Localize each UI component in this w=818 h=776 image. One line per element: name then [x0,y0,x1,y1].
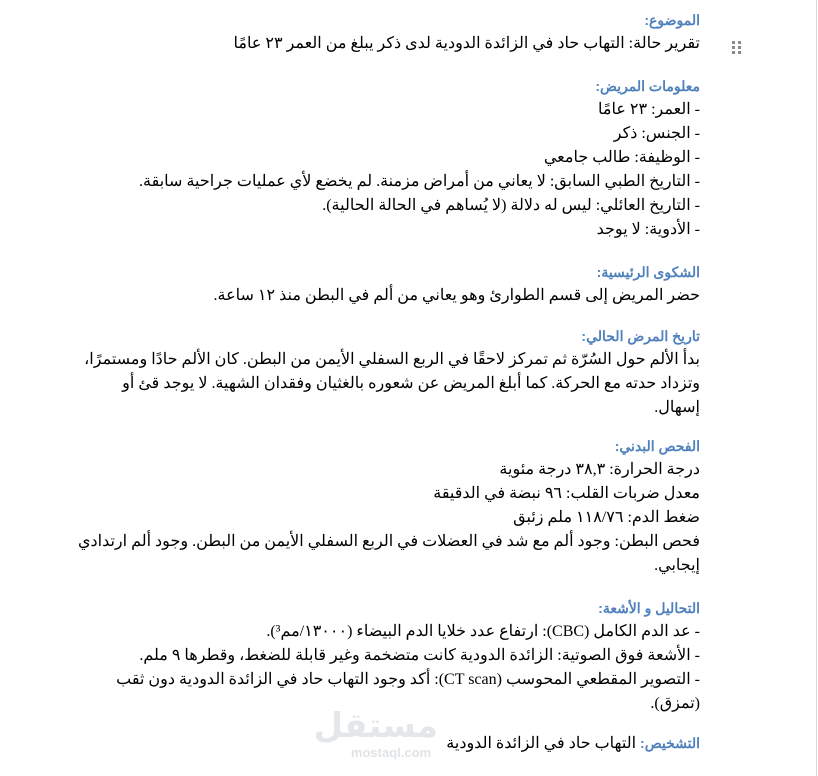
chief-complaint-heading: الشكوى الرئيسية: [596,264,700,280]
patient-info-medical-history: - التاريخ الطبي السابق: لا يعاني من أمراض مزمنة. لم يخضع لأي عمليات جراحية سابقة. [139,173,700,190]
physical-exam-blood-pressure: ضغط الدم: ١١٨/٧٦ ملم زئبق [513,509,700,526]
drag-handle-icon[interactable] [732,41,742,53]
labs-ultrasound: - الأشعة فوق الصوتية: الزائدة الدودية كانت متضخمة وغير قابلة للضغط، وقطرها ٩ ملم. [139,647,700,664]
history-heading: تاريخ المرض الحالي: [581,328,700,344]
patient-info-heading: معلومات المريض: [595,78,700,94]
subject-text: تقرير حالة: التهاب حاد في الزائدة الدودية لدى ذكر يبلغ من العمر ٢٣ عامًا [233,35,700,52]
history-line-1: بدأ الألم حول السُرّة ثم تمركز لاحقًا في الربع السفلي الأيمن من البطن. كان الألم حادًا ومستمرًا، [84,351,700,368]
subject-heading: الموضوع: [644,12,700,28]
watermark-brand: مستقل [313,706,438,746]
document-body [77,0,700,776]
page-margin-line [816,0,817,776]
physical-exam-abdomen-cont: إيجابي. [654,557,700,574]
patient-info-age: - العمر: ٢٣ عامًا [598,101,700,118]
watermark-domain: mostaql.com [350,745,432,760]
physical-exam-temperature: درجة الحرارة: ٣٨,٣ درجة مئوية [499,461,700,478]
physical-exam-abdomen: فحص البطن: وجود ألم مع شد في العضلات في الربع السفلي الأيمن من البطن. وجود ألم ارتدادي [77,533,700,550]
patient-info-family-history: - التاريخ العائلي: ليس له دلالة (لا يُساهم في الحالة الحالية). [322,197,700,214]
physical-exam-heart-rate: معدل ضربات القلب: ٩٦ نبضة في الدقيقة [433,485,700,502]
labs-cbc: - عد الدم الكامل (CBC): ارتفاع عدد خلايا الدم البيضاء (١٣٠٠٠/مم³). [266,623,700,640]
history-line-3: إسهال. [654,399,700,416]
chief-complaint-text: حضر المريض إلى قسم الطوارئ وهو يعاني من ألم في البطن منذ ١٢ ساعة. [213,287,700,304]
patient-info-sex: - الجنس: ذكر [613,125,700,142]
physical-exam-heading: الفحص البدني: [614,438,700,454]
history-line-2: وتزداد حدته مع الحركة. كما أبلغ المريض عن شعوره بالغثيان وفقدان الشهية. لا يوجد قئ أو [122,375,700,392]
labs-heading: التحاليل و الأشعة: [598,600,700,616]
diagnosis-heading: التشخيص: [640,735,700,751]
diagnosis-text: التهاب حاد في الزائدة الدودية [446,735,637,752]
labs-ct-scan-cont: (تمزق). [650,695,700,712]
labs-ct-scan: - التصوير المقطعي المحوسب (CT scan): أكد وجود التهاب حاد في الزائدة الدودية دون ثقب [116,671,700,688]
diagnosis-row [446,732,700,756]
patient-info-occupation: - الوظيفة: طالب جامعي [543,149,700,166]
patient-info-medications: - الأدوية: لا يوجد [596,221,700,238]
